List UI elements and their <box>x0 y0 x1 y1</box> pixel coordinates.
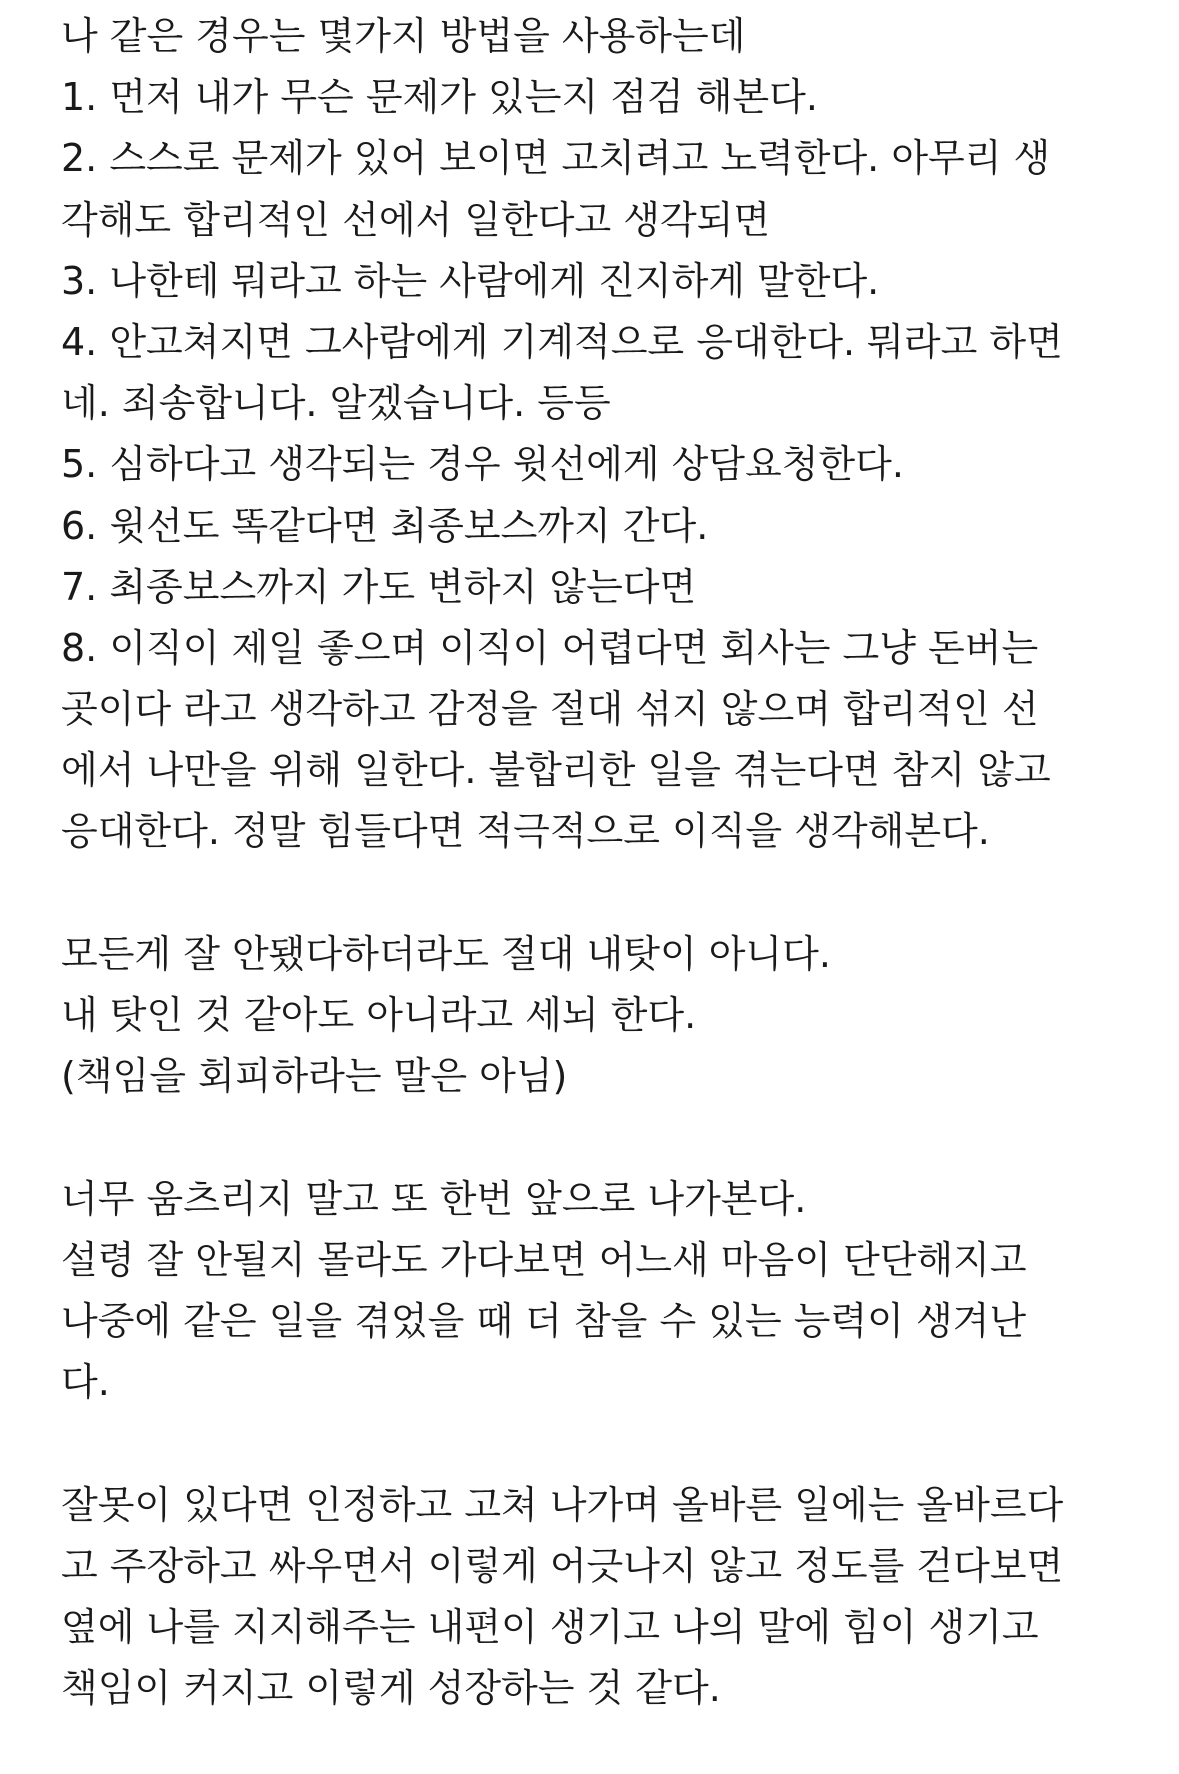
text-line: 너무 움츠리지 말고 또 한번 앞으로 나가본다. <box>61 1176 807 1221</box>
text-line: 각해도 합리적인 선에서 일한다고 생각되면 <box>61 197 771 242</box>
text-line: 곳이다 라고 생각하고 감정을 절대 섞지 않으며 합리적인 선 <box>61 687 1039 732</box>
text-line: 옆에 나를 지지해주는 내편이 생기고 나의 말에 힘이 생기고 <box>61 1604 1039 1649</box>
paragraph-methods <box>61 6 1151 863</box>
text-line: 응대한다. 정말 힘들다면 적극적으로 이직을 생각해본다. <box>61 809 990 854</box>
text-line: 나 같은 경우는 몇가지 방법을 사용하는데 <box>61 14 746 58</box>
text-line: 내 탓인 것 같아도 아니라고 세뇌 한다. <box>61 993 697 1037</box>
text-line: 나중에 같은 일을 겪었을 때 더 참을 수 있는 능력이 생겨난 <box>61 1298 1027 1343</box>
text-line: 5. 심하다고 생각되는 경우 윗선에게 상담요청한다. <box>61 442 904 487</box>
paragraph-not-my-fault <box>61 924 1151 1108</box>
text-line: (책임을 회피하라는 말은 아님) <box>61 1054 568 1099</box>
paragraph-move-forward <box>61 1169 1151 1414</box>
text-line: 4. 안고쳐지면 그사람에게 기계적으로 응대한다. 뭐라고 하면 <box>61 319 1063 364</box>
text-line: 2. 스스로 문제가 있어 보이면 고치려고 노력한다. 아무리 생 <box>61 136 1051 181</box>
text-line: 1. 먼저 내가 무슨 문제가 있는지 점검 해본다. <box>61 75 818 120</box>
text-line: 7. 최종보스까지 가도 변하지 않는다면 <box>61 564 697 609</box>
text-line: 책임이 커지고 이렇게 성장하는 것 같다. <box>61 1666 721 1711</box>
paragraph-spacer <box>61 863 1151 924</box>
paragraph-spacer <box>61 1107 1151 1168</box>
text-line: 설령 잘 안될지 몰라도 가다보면 어느새 마음이 단단해지고 <box>61 1237 1027 1282</box>
paragraph-spacer <box>61 1413 1151 1474</box>
text-line: 다. <box>61 1360 110 1405</box>
text-line: 3. 나한테 뭐라고 하는 사람에게 진지하게 말한다. <box>61 258 880 303</box>
text-line: 잘못이 있다면 인정하고 고쳐 나가며 올바른 일에는 올바르다 <box>61 1482 1064 1527</box>
note-body <box>61 6 1151 1719</box>
text-line: 고 주장하고 싸우면서 이렇게 어긋나지 않고 정도를 걷다보면 <box>61 1543 1064 1588</box>
text-line: 에서 나만을 위해 일한다. 불합리한 일을 겪는다면 참지 않고 <box>61 748 1051 793</box>
paragraph-growth <box>61 1475 1151 1720</box>
text-line: 6. 윗선도 똑같다면 최종보스까지 간다. <box>61 503 709 548</box>
text-line: 모든게 잘 안됐다하더라도 절대 내탓이 아니다. <box>61 931 831 976</box>
text-line: 네. 죄송합니다. 알겠습니다. 등등 <box>61 381 611 426</box>
text-line: 8. 이직이 제일 좋으며 이직이 어렵다면 회사는 그냥 돈버는 <box>61 625 1039 670</box>
